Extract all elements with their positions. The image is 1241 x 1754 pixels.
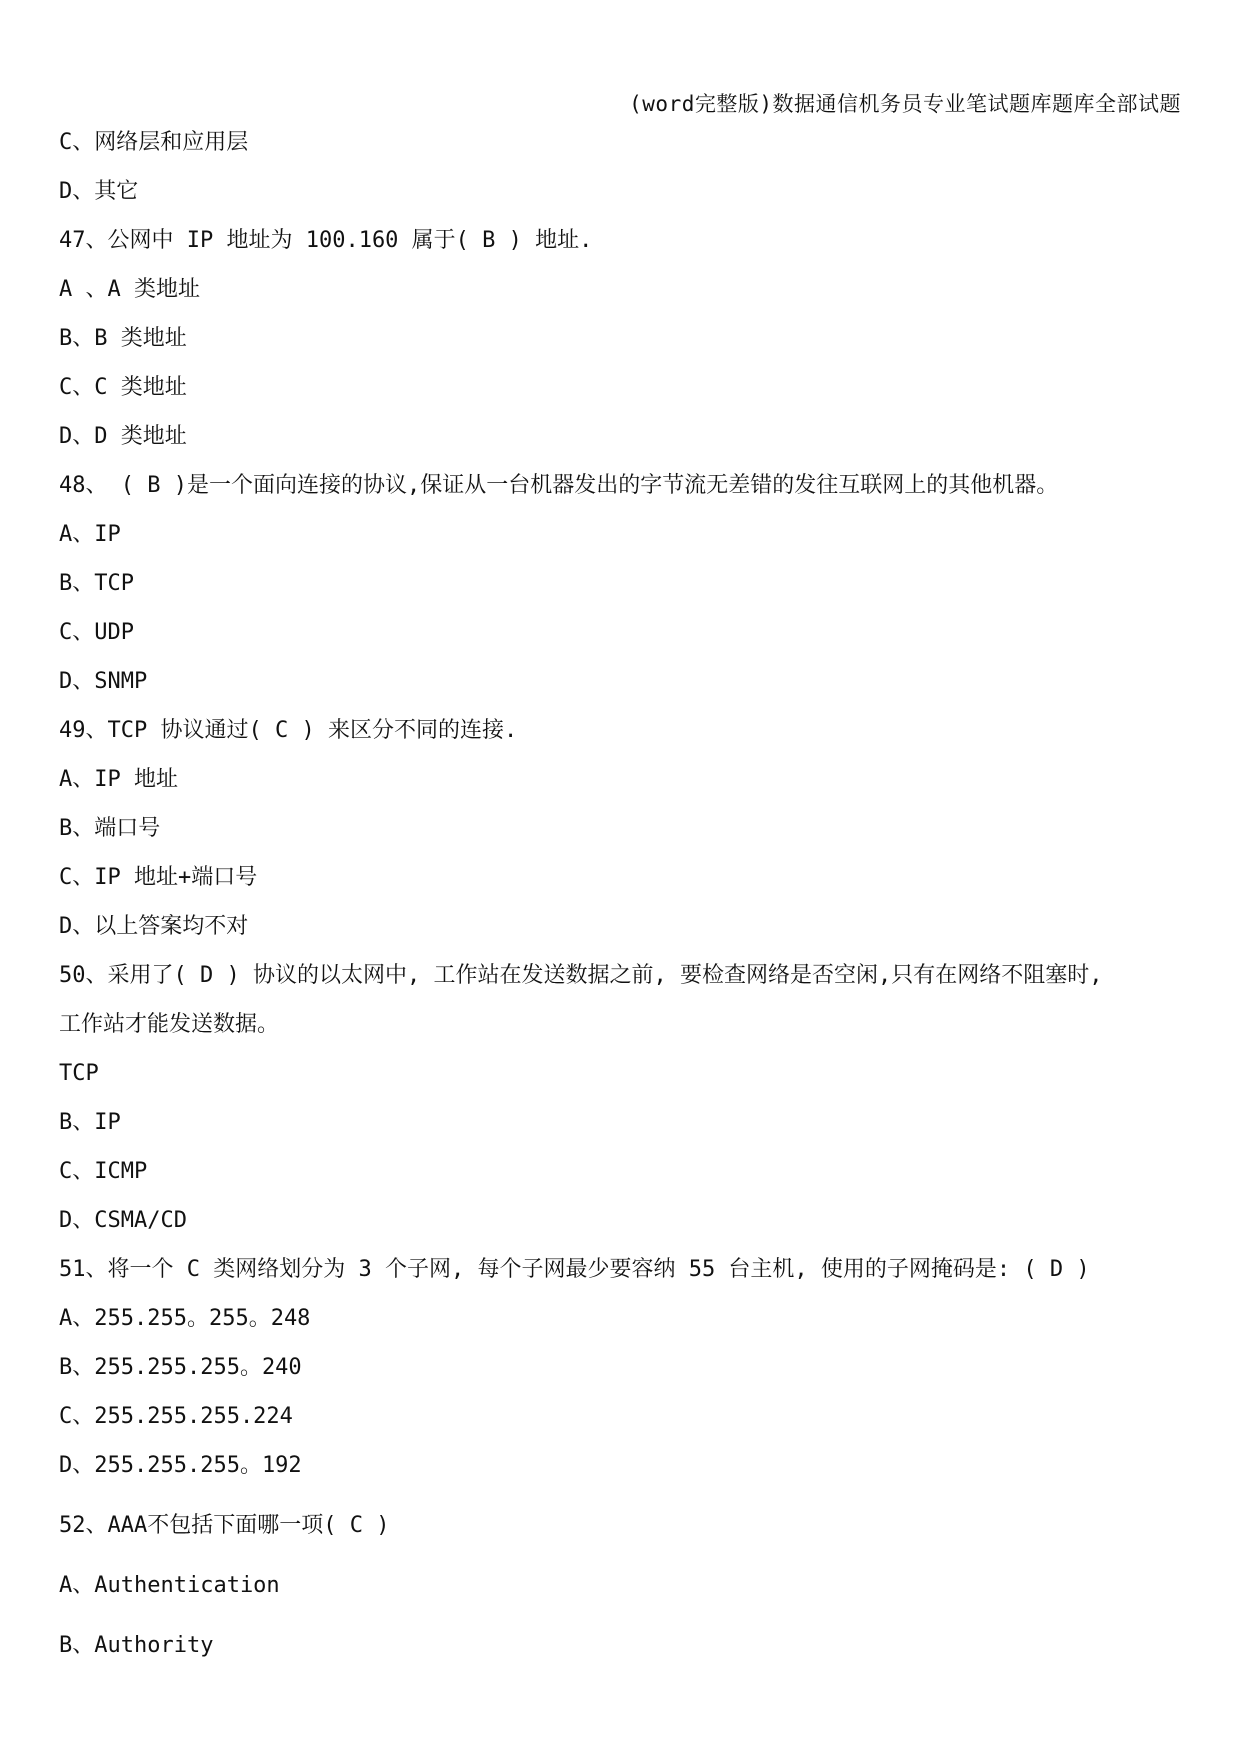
option-a-q50: TCP bbox=[59, 1061, 99, 1086]
option-c-q48: C、UDP bbox=[59, 620, 134, 645]
option-d-q46: D、其它 bbox=[59, 179, 139, 204]
option-c-q50: C、ICMP bbox=[59, 1159, 148, 1184]
option-d-q47: D、D 类地址 bbox=[59, 424, 187, 449]
option-d-q51: D、255.255.255。192 bbox=[59, 1453, 302, 1478]
option-b-q51: B、255.255.255。240 bbox=[59, 1355, 302, 1380]
option-d-q50: D、CSMA/CD bbox=[59, 1208, 187, 1233]
option-d-q48: D、SNMP bbox=[59, 669, 148, 694]
option-b-q47: B、B 类地址 bbox=[59, 326, 187, 351]
question-47: 47、公网中 IP 地址为 100.160 属于( B ) 地址. bbox=[59, 228, 593, 253]
option-a-q47: A 、A 类地址 bbox=[59, 277, 200, 302]
option-b-q49: B、端口号 bbox=[59, 816, 161, 841]
option-a-q49: A、IP 地址 bbox=[59, 767, 178, 792]
option-c-q47: C、C 类地址 bbox=[59, 375, 187, 400]
option-a-q52: A、Authentication bbox=[59, 1573, 280, 1598]
option-d-q49: D、以上答案均不对 bbox=[59, 914, 249, 939]
option-b-q50: B、IP bbox=[59, 1110, 121, 1135]
option-c-q46: C、网络层和应用层 bbox=[59, 130, 249, 155]
option-b-q52: B、Authority bbox=[59, 1633, 214, 1658]
question-50-line-2: 工作站才能发送数据。 bbox=[59, 1012, 280, 1037]
question-50-line-1: 50、采用了( D ) 协议的以太网中, 工作站在发送数据之前, 要检查网络是否空闲,只有在网络不阻塞时, bbox=[59, 963, 1103, 988]
question-48: 48、 ( B )是一个面向连接的协议,保证从一台机器发出的字节流无差错的发往互联网上的其他机器。 bbox=[59, 473, 1059, 498]
page-header-title: (word完整版)数据通信机务员专业笔试题库题库全部试题 bbox=[629, 92, 1181, 116]
option-c-q49: C、IP 地址+端口号 bbox=[59, 865, 258, 890]
option-a-q51: A、255.255。255。248 bbox=[59, 1306, 311, 1331]
question-51: 51、将一个 C 类网络划分为 3 个子网, 每个子网最少要容纳 55 台主机, 使用的子网掩码是: ( D ) bbox=[59, 1257, 1090, 1282]
option-c-q51: C、255.255.255.224 bbox=[59, 1404, 293, 1429]
document-body bbox=[59, 126, 1189, 1689]
question-52: 52、AAA不包括下面哪一项( C ) bbox=[59, 1513, 390, 1538]
option-b-q48: B、TCP bbox=[59, 571, 134, 596]
question-49: 49、TCP 协议通过( C ) 来区分不同的连接. bbox=[59, 718, 518, 743]
option-a-q48: A、IP bbox=[59, 522, 121, 547]
